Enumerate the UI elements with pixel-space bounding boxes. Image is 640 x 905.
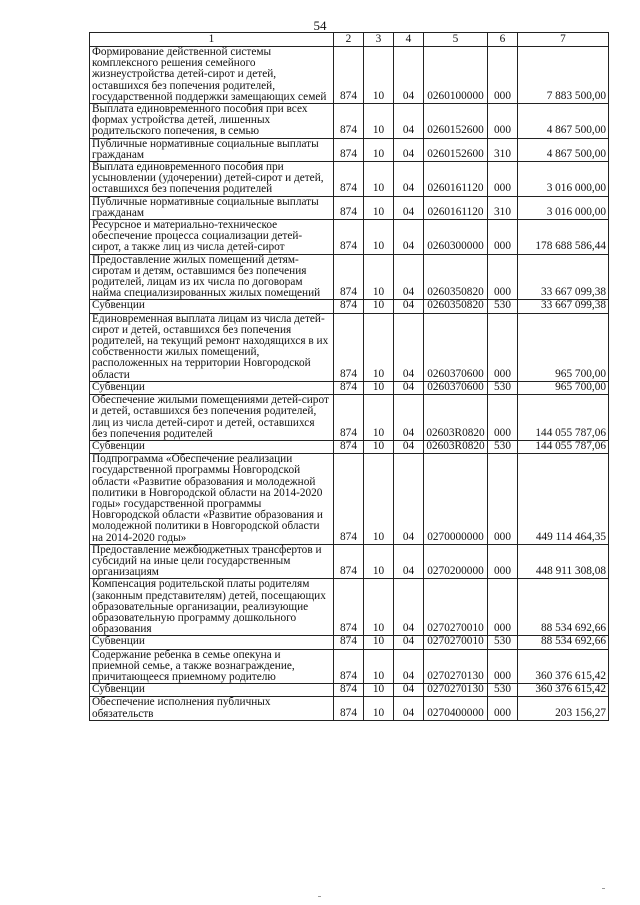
table-row <box>90 47 609 104</box>
row-admin-code-cell: 874 <box>334 636 364 649</box>
row-admin-code-cell: 874 <box>334 697 364 720</box>
scan-mark <box>318 896 321 897</box>
row-expense-type-cell: 530 <box>488 300 518 313</box>
row-section-cell: 10 <box>364 454 394 545</box>
row-amount-cell: 33 667 099,38 <box>518 254 609 300</box>
row-subsection-cell: 04 <box>394 381 424 394</box>
row-expense-type-cell: 000 <box>488 544 518 579</box>
table-row <box>90 220 609 255</box>
row-section-cell: 10 <box>364 636 394 649</box>
row-expense-type-cell: 310 <box>488 196 518 219</box>
row-section-cell: 10 <box>364 47 394 104</box>
row-expense-type-cell: 000 <box>488 313 518 381</box>
table-row <box>90 440 609 453</box>
row-section-cell: 10 <box>364 395 394 441</box>
table-row <box>90 254 609 300</box>
row-amount-cell: 144 055 787,06 <box>518 440 609 453</box>
row-name-cell: Субвенции <box>90 300 334 313</box>
row-name-cell: Субвенции <box>90 440 334 453</box>
row-amount-cell: 3 016 000,00 <box>518 196 609 219</box>
row-target-article-cell: 0270270130 <box>424 684 488 697</box>
table-row <box>90 313 609 381</box>
table-row <box>90 162 609 197</box>
row-amount-cell: 448 911 308,08 <box>518 544 609 579</box>
table-row <box>90 649 609 684</box>
row-name-cell: Предоставление межбюджетных трансфертов и субсидий на иные цели государственным организациям <box>90 544 334 579</box>
row-expense-type-cell: 530 <box>488 684 518 697</box>
row-subsection-cell: 04 <box>394 579 424 636</box>
row-target-article-cell: 0270270010 <box>424 636 488 649</box>
row-section-cell: 10 <box>364 313 394 381</box>
row-admin-code-cell: 874 <box>334 454 364 545</box>
header-col-7: 7 <box>518 33 609 47</box>
row-admin-code-cell: 874 <box>334 254 364 300</box>
row-expense-type-cell: 000 <box>488 697 518 720</box>
row-section-cell: 10 <box>364 649 394 684</box>
row-amount-cell: 360 376 615,42 <box>518 649 609 684</box>
row-amount-cell: 965 700,00 <box>518 313 609 381</box>
row-name-cell: Выплата единовременного пособия при усыновлении (удочерении) детей-сирот и детей, оставшихся без попечения родителей <box>90 162 334 197</box>
budget-table <box>89 32 609 721</box>
table-row <box>90 138 609 161</box>
row-subsection-cell: 04 <box>394 544 424 579</box>
row-subsection-cell: 04 <box>394 162 424 197</box>
row-amount-cell: 4 867 500,00 <box>518 138 609 161</box>
row-subsection-cell: 04 <box>394 649 424 684</box>
row-section-cell: 10 <box>364 196 394 219</box>
row-amount-cell: 88 534 692,66 <box>518 579 609 636</box>
row-amount-cell: 360 376 615,42 <box>518 684 609 697</box>
page-number: 54 <box>313 18 327 33</box>
row-target-article-cell: 0270000000 <box>424 454 488 545</box>
row-name-cell: Единовременная выплата лицам из числа детей-сирот и детей, оставшихся без попечения родителей, на текущий ремонт находящихся в их собственности жилых помещений, расположенных на территории Новгородской области <box>90 313 334 381</box>
row-admin-code-cell: 874 <box>334 649 364 684</box>
row-section-cell: 10 <box>364 381 394 394</box>
row-target-article-cell: 0260100000 <box>424 47 488 104</box>
row-target-article-cell: 02603R0820 <box>424 440 488 453</box>
table-row <box>90 300 609 313</box>
row-subsection-cell: 04 <box>394 440 424 453</box>
row-target-article-cell: 0260370600 <box>424 313 488 381</box>
row-expense-type-cell: 000 <box>488 395 518 441</box>
row-admin-code-cell: 874 <box>334 196 364 219</box>
row-expense-type-cell: 000 <box>488 579 518 636</box>
row-admin-code-cell: 874 <box>334 544 364 579</box>
row-expense-type-cell: 000 <box>488 162 518 197</box>
row-target-article-cell: 0270270130 <box>424 649 488 684</box>
row-target-article-cell: 0270270010 <box>424 579 488 636</box>
row-subsection-cell: 04 <box>394 684 424 697</box>
row-target-article-cell: 0260350820 <box>424 254 488 300</box>
row-section-cell: 10 <box>364 138 394 161</box>
row-section-cell: 10 <box>364 104 394 139</box>
table-row <box>90 579 609 636</box>
table-row <box>90 196 609 219</box>
row-admin-code-cell: 874 <box>334 313 364 381</box>
row-section-cell: 10 <box>364 162 394 197</box>
row-section-cell: 10 <box>364 697 394 720</box>
row-name-cell: Выплата единовременного пособия при всех формах устройства детей, лишенных родительского попечения, в семью <box>90 104 334 139</box>
row-amount-cell: 965 700,00 <box>518 381 609 394</box>
row-amount-cell: 203 156,27 <box>518 697 609 720</box>
row-subsection-cell: 04 <box>394 104 424 139</box>
row-target-article-cell: 02603R0820 <box>424 395 488 441</box>
row-name-cell: Предоставление жилых помещений детям-сиротам и детям, оставшимся без попечения родителей, лицам из их числа по договорам найма специализированных жилых помещений <box>90 254 334 300</box>
row-amount-cell: 449 114 464,35 <box>518 454 609 545</box>
scan-mark <box>602 888 605 889</box>
row-subsection-cell: 04 <box>394 395 424 441</box>
row-name-cell: Субвенции <box>90 636 334 649</box>
row-subsection-cell: 04 <box>394 313 424 381</box>
table-header-row <box>90 33 609 47</box>
header-col-1: 1 <box>90 33 334 47</box>
row-subsection-cell: 04 <box>394 300 424 313</box>
table-row <box>90 395 609 441</box>
row-amount-cell: 3 016 000,00 <box>518 162 609 197</box>
row-name-cell: Компенсация родительской платы родителям (законным представителям) детей, посещающих образовательные организации, реализующие образовательную программу дошкольного образования <box>90 579 334 636</box>
row-target-article-cell: 0260152600 <box>424 138 488 161</box>
row-target-article-cell: 0260300000 <box>424 220 488 255</box>
row-name-cell: Публичные нормативные социальные выплаты гражданам <box>90 138 334 161</box>
row-admin-code-cell: 874 <box>334 381 364 394</box>
row-expense-type-cell: 530 <box>488 636 518 649</box>
row-admin-code-cell: 874 <box>334 138 364 161</box>
table-row <box>90 544 609 579</box>
row-name-cell: Подпрограмма «Обеспечение реализации государственной программы Новгородской области «Развитие образования и молодежной политики в Новгородской области на 2014-2020 годы» государственной программы Новгородской области «Развитие образования и молодежной политики в Новгородской области на 2014-2020 годы» <box>90 454 334 545</box>
row-target-article-cell: 0260161120 <box>424 162 488 197</box>
row-amount-cell: 7 883 500,00 <box>518 47 609 104</box>
table-row <box>90 104 609 139</box>
row-admin-code-cell: 874 <box>334 684 364 697</box>
row-target-article-cell: 0260350820 <box>424 300 488 313</box>
row-subsection-cell: 04 <box>394 138 424 161</box>
table-row <box>90 381 609 394</box>
row-amount-cell: 88 534 692,66 <box>518 636 609 649</box>
row-expense-type-cell: 530 <box>488 381 518 394</box>
row-target-article-cell: 0260152600 <box>424 104 488 139</box>
header-col-2: 2 <box>334 33 364 47</box>
row-admin-code-cell: 874 <box>334 300 364 313</box>
row-section-cell: 10 <box>364 300 394 313</box>
row-name-cell: Ресурсное и материально-техническое обеспечение процесса социализации детей-сирот, а также лиц из числа детей-сирот <box>90 220 334 255</box>
row-expense-type-cell: 530 <box>488 440 518 453</box>
row-target-article-cell: 0260161120 <box>424 196 488 219</box>
row-section-cell: 10 <box>364 254 394 300</box>
row-target-article-cell: 0260370600 <box>424 381 488 394</box>
row-expense-type-cell: 000 <box>488 220 518 255</box>
row-expense-type-cell: 000 <box>488 649 518 684</box>
row-name-cell: Субвенции <box>90 684 334 697</box>
row-amount-cell: 178 688 586,44 <box>518 220 609 255</box>
row-target-article-cell: 0270200000 <box>424 544 488 579</box>
row-subsection-cell: 04 <box>394 454 424 545</box>
row-expense-type-cell: 000 <box>488 47 518 104</box>
table-row <box>90 697 609 720</box>
row-section-cell: 10 <box>364 440 394 453</box>
row-amount-cell: 33 667 099,38 <box>518 300 609 313</box>
row-subsection-cell: 04 <box>394 196 424 219</box>
row-subsection-cell: 04 <box>394 636 424 649</box>
row-admin-code-cell: 874 <box>334 47 364 104</box>
row-admin-code-cell: 874 <box>334 162 364 197</box>
row-expense-type-cell: 310 <box>488 138 518 161</box>
header-col-4: 4 <box>394 33 424 47</box>
row-section-cell: 10 <box>364 220 394 255</box>
table-row <box>90 684 609 697</box>
header-col-3: 3 <box>364 33 394 47</box>
row-subsection-cell: 04 <box>394 47 424 104</box>
row-admin-code-cell: 874 <box>334 220 364 255</box>
row-admin-code-cell: 874 <box>334 395 364 441</box>
row-name-cell: Обеспечение исполнения публичных обязательств <box>90 697 334 720</box>
row-expense-type-cell: 000 <box>488 104 518 139</box>
row-target-article-cell: 0270400000 <box>424 697 488 720</box>
row-admin-code-cell: 874 <box>334 579 364 636</box>
row-name-cell: Субвенции <box>90 381 334 394</box>
row-expense-type-cell: 000 <box>488 254 518 300</box>
row-admin-code-cell: 874 <box>334 440 364 453</box>
row-subsection-cell: 04 <box>394 254 424 300</box>
row-name-cell: Содержание ребенка в семье опекуна и приемной семье, а также вознаграждение, причитающееся приемному родителю <box>90 649 334 684</box>
row-name-cell: Формирование действенной системы комплексного решения семейного жизнеустройства детей-сирот и детей, оставшихся без попечения родителей, государственной поддержки замещающих семей <box>90 47 334 104</box>
row-section-cell: 10 <box>364 544 394 579</box>
row-subsection-cell: 04 <box>394 220 424 255</box>
row-amount-cell: 4 867 500,00 <box>518 104 609 139</box>
row-subsection-cell: 04 <box>394 697 424 720</box>
row-section-cell: 10 <box>364 579 394 636</box>
row-admin-code-cell: 874 <box>334 104 364 139</box>
row-name-cell: Публичные нормативные социальные выплаты гражданам <box>90 196 334 219</box>
row-amount-cell: 144 055 787,06 <box>518 395 609 441</box>
row-section-cell: 10 <box>364 684 394 697</box>
header-col-5: 5 <box>424 33 488 47</box>
row-name-cell: Обеспечение жилыми помещениями детей-сирот и детей, оставшихся без попечения родителей, лиц из числа детей-сирот и детей, оставшихся без попечения родителей <box>90 395 334 441</box>
row-expense-type-cell: 000 <box>488 454 518 545</box>
table-row <box>90 636 609 649</box>
header-col-6: 6 <box>488 33 518 47</box>
table-row <box>90 454 609 545</box>
